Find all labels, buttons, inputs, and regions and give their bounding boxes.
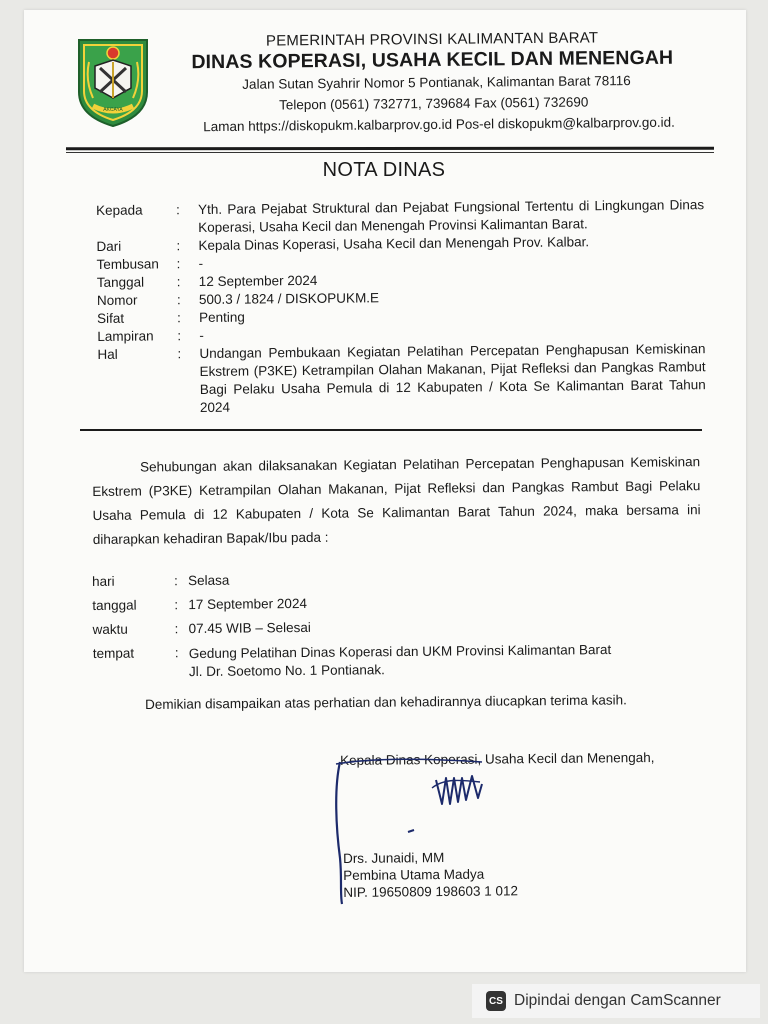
event-tanggal-value: 17 September 2024 [188, 595, 307, 613]
colon: : [177, 310, 181, 326]
letterhead-divider-thick [66, 147, 714, 151]
lampiran-value: - [199, 327, 204, 344]
tembusan-value: - [198, 255, 204, 272]
closing-sentence: Demikian disampaikan atas perhatian dan kehadirannya diucapkan terima kasih. [145, 692, 627, 712]
camscanner-badge [472, 984, 760, 1018]
colon: : [174, 573, 178, 589]
government-name: PEMERINTAH PROVINSI KALIMANTAN BARAT [265, 29, 599, 50]
event-details [92, 564, 693, 682]
event-tanggal-label: tanggal [92, 597, 137, 613]
sifat-value: Penting [199, 309, 245, 326]
agency-address: Jalan Sutan Syahrir Nomor 5 Pontianak, Kalimantan Barat 78116 [242, 73, 631, 92]
nomor-label: Nomor [96, 292, 138, 308]
tanggal-value: 12 September 2024 [198, 272, 318, 290]
colon: : [176, 274, 181, 290]
signatory-nip: NIP. 19650809 198603 1 012 [343, 883, 519, 900]
lampiran-label: Lampiran [97, 328, 154, 344]
header-divider [80, 429, 702, 431]
signatory-name: Drs. Junaidi, MM [342, 850, 445, 866]
kepada-value: Yth. Para Pejabat Struktural dan Pejabat Fungsional Tertentu di Lingkungan Dinas Koperasi, Usaha Kecil dan Menengah Provinsi Kalimantan Barat. [198, 197, 705, 236]
colon: : [174, 597, 179, 613]
colon: : [174, 621, 179, 637]
signatory-rank: Pembina Utama Madya [343, 866, 485, 883]
signatory-title: Kepala Dinas Koperasi, Usaha Kecil dan Menengah, [340, 749, 655, 768]
dari-value: Kepala Dinas Koperasi, Usaha Kecil dan Menengah Prov. Kalbar. [198, 234, 590, 254]
agency-name: DINAS KOPERASI, USAHA KECIL DAN MENENGAH [191, 46, 674, 74]
camscanner-icon: CS [486, 991, 506, 1011]
tempat-line-1: Gedung Pelatihan Dinas Koperasi dan UKM Provinsi Kalimantan Barat [188, 642, 612, 662]
dari-label: Dari [96, 238, 122, 254]
nomor-value: 500.3 / 1824 / DISKOPUKM.E [198, 290, 380, 308]
waktu-value: 07.45 WIB – Selesai [188, 619, 311, 637]
handwritten-signature-icon [332, 748, 502, 908]
memo-header [96, 196, 706, 418]
colon: : [176, 292, 181, 308]
document-title: NOTA DINAS [322, 159, 446, 181]
hal-label: Hal [97, 346, 118, 362]
header-row-kepada [96, 196, 704, 238]
colon: : [177, 328, 182, 344]
colon: : [176, 256, 181, 272]
tembusan-label: Tembusan [96, 256, 159, 272]
camscanner-text: Dipindai dengan CamScanner [514, 992, 721, 1009]
kepada-label: Kepada [96, 202, 143, 218]
tempat-line-2: Jl. Dr. Soetomo No. 1 Pontianak. [188, 662, 385, 680]
colon: : [177, 346, 182, 362]
colon: : [174, 645, 179, 661]
provinsi-kalimantan-barat-emblem-icon [73, 36, 153, 128]
hal-value: Undangan Pembukaan Kegiatan Pelatihan Percepatan Penghapusan Kemiskinan Ekstrem (P3KE) Ketrampilan Olahan Makanan, Pijat Refleksi dan Pangkas Rambut Bagi Pelaku Usaha Pemula di 12 Kabupaten / Kota Se Kalimantan Barat Tahun 2024 [199, 341, 706, 416]
body-paragraph: Sehubungan akan dilaksanakan Kegiatan Pelatihan Percepatan Penghapusan Kemiskinan Ekstrem (P3KE) Ketrampilan Olahan Makanan, Pijat Refleksi dan Pangkas Rambut Bagi Pelaku Usaha Pemula di 12 Kabupaten / Kota Se Kalimantan Barat Tahun 2024, maka bersama ini diharapkan kehadiran Bapak/Ibu pada : [92, 454, 701, 547]
hari-value: Selasa [188, 572, 230, 589]
logo-motto: AKCAYA [103, 107, 123, 113]
tempat-label: tempat [92, 645, 135, 661]
agency-phone: Telepon (0561) 732771, 739684 Fax (0561) 732690 [279, 94, 589, 113]
agency-web: Laman https://diskopukm.kalbarprov.go.id Pos-el diskopukm@kalbarprov.go.id. [203, 114, 675, 135]
letterhead-divider-thin [66, 152, 714, 153]
tanggal-label: Tanggal [96, 274, 145, 290]
event-row-tempat [93, 636, 693, 682]
waktu-label: waktu [92, 621, 128, 637]
hari-label: hari [92, 573, 115, 589]
header-row-hal [97, 340, 706, 418]
colon: : [176, 238, 181, 254]
tempat-value [189, 636, 693, 681]
colon: : [176, 202, 180, 218]
sifat-label: Sifat [97, 310, 125, 326]
letterhead [158, 27, 707, 137]
